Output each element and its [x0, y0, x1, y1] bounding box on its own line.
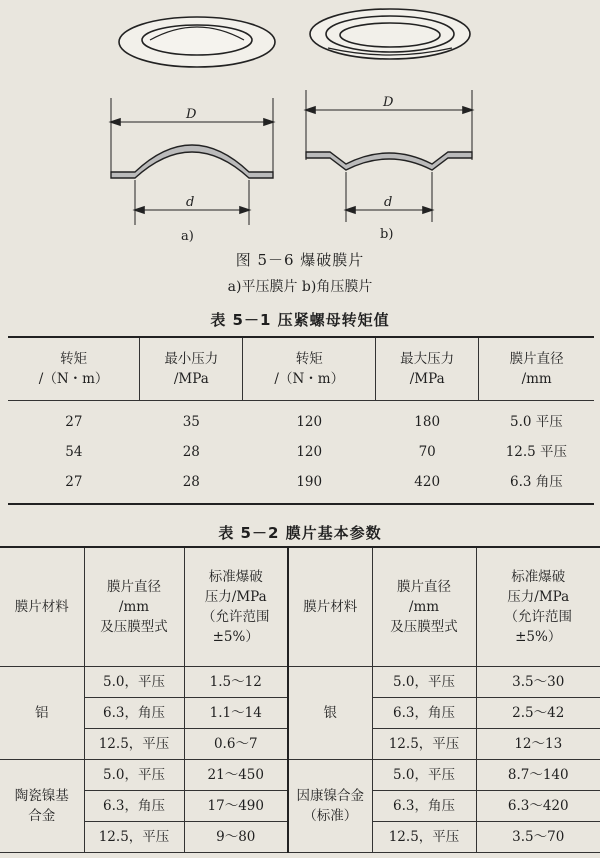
- table-cell: 5.0，平压: [372, 760, 476, 791]
- table-row: [8, 401, 594, 438]
- table1-title: 表 5－1 压紧螺母转矩值: [210, 311, 390, 329]
- dim-D-label-a: D: [186, 107, 197, 122]
- table2-title: 表 5－2 膜片基本参数: [218, 524, 382, 542]
- table-cell: 28: [182, 473, 200, 490]
- angled-disc-top-view: [310, 9, 470, 59]
- header-cell: 膜片材料: [288, 547, 372, 667]
- figure-subcaption: a)平压膜片 b)角压膜片: [227, 279, 373, 295]
- table-cell: 6.3，角压: [84, 698, 184, 729]
- dim-D-label-b: D: [383, 95, 394, 110]
- table-row: [8, 467, 594, 504]
- table-cell: 6.3，角压: [84, 791, 184, 822]
- flat-disc-top-view: [119, 17, 275, 67]
- table-cell: 3.5～70: [476, 822, 600, 853]
- table-cell: 1.5～12: [184, 667, 288, 698]
- material-cell: 陶瓷镍基 合金: [0, 760, 84, 853]
- material-cell: 铝: [0, 667, 84, 760]
- table-cell: 120: [296, 443, 323, 460]
- table-cell: 54: [65, 443, 83, 460]
- table-row: [0, 760, 600, 791]
- header-cell: 标准爆破 压力/MPa （允许范围 ±5%）: [184, 547, 288, 667]
- table-cell: 12.5，平压: [84, 822, 184, 853]
- header-cell: 膜片材料: [0, 547, 84, 667]
- table-cell: 190: [296, 473, 323, 490]
- table-cell: 120: [296, 413, 323, 430]
- material-cell: 银: [288, 667, 372, 760]
- table-cell: 28: [182, 443, 200, 460]
- table-cell: 5.0，平压: [372, 667, 476, 698]
- table-cell: 12.5，平压: [372, 729, 476, 760]
- table-cell: 35: [182, 413, 200, 430]
- header-cell: 膜片直径 /mm: [479, 337, 594, 401]
- header-cell: 转矩 /（N・m）: [8, 337, 140, 401]
- header-cell: 膜片直径 /mm 及压膜型式: [372, 547, 476, 667]
- dim-d-label-b: d: [384, 195, 393, 210]
- table-cell: 1.1～14: [184, 698, 288, 729]
- header-cell: 膜片直径 /mm 及压膜型式: [84, 547, 184, 667]
- header-cell: 转矩 /（N・m）: [243, 337, 376, 401]
- table-cell: 3.5～30: [476, 667, 600, 698]
- table-cell: 6.3，角压: [372, 791, 476, 822]
- disc-parameters-table: [0, 546, 600, 853]
- table-cell: 2.5～42: [476, 698, 600, 729]
- table-cell: 12～13: [476, 729, 600, 760]
- table-cell: 420: [414, 473, 441, 490]
- table-cell: 6.3～420: [476, 791, 600, 822]
- table-cell: 180: [414, 413, 441, 430]
- table-row: [0, 667, 600, 698]
- table-cell: 12.5，平压: [84, 729, 184, 760]
- dim-d-label-a: d: [186, 195, 195, 210]
- table-cell: 6.3 角压: [510, 473, 563, 490]
- table-header-row: [0, 547, 600, 667]
- bursting-disc-figure: [0, 0, 600, 255]
- table-cell: 12.5 平压: [505, 443, 568, 460]
- table-header-row: [8, 337, 594, 401]
- table-cell: 5.0，平压: [84, 667, 184, 698]
- table-cell: 9～80: [184, 822, 288, 853]
- table-cell: 17～490: [184, 791, 288, 822]
- header-cell: 最大压力 /MPa: [376, 337, 479, 401]
- table-cell: 12.5，平压: [372, 822, 476, 853]
- table-cell: 8.7～140: [476, 760, 600, 791]
- table-cell: 0.6～7: [184, 729, 288, 760]
- header-cell: 标准爆破 压力/MPa （允许范围 ±5%）: [476, 547, 600, 667]
- sub-label-a: a): [181, 229, 194, 244]
- table-cell: 5.0，平压: [84, 760, 184, 791]
- table-cell: 6.3，角压: [372, 698, 476, 729]
- nut-torque-table: [8, 336, 594, 505]
- header-cell: 最小压力 /MPa: [140, 337, 243, 401]
- table-row: [8, 437, 594, 467]
- sub-label-b: b): [380, 227, 394, 242]
- table-cell: 27: [65, 413, 83, 430]
- table-cell: 21～450: [184, 760, 288, 791]
- table-cell: 5.0 平压: [510, 413, 563, 430]
- figure-caption: 图 5－6 爆破膜片: [235, 251, 365, 269]
- table-cell: 70: [418, 443, 436, 460]
- material-cell: 因康镍合金 （标准）: [288, 760, 372, 853]
- table-cell: 27: [65, 473, 83, 490]
